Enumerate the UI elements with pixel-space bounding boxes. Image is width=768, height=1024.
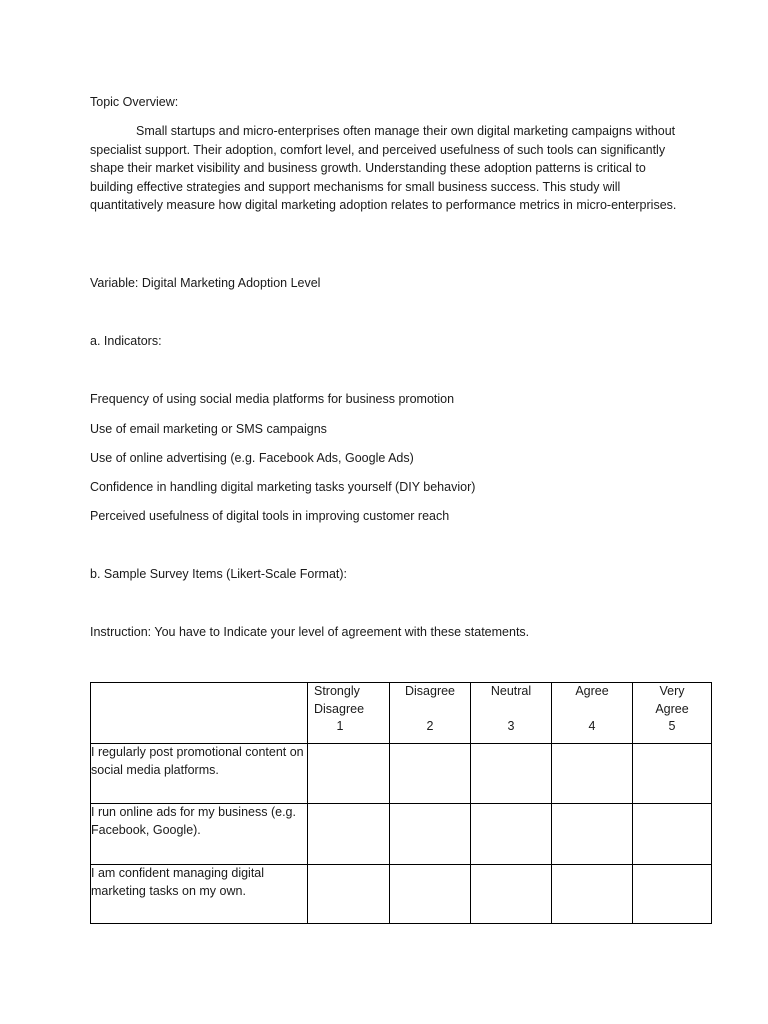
table-row: [91, 865, 712, 924]
response-cell[interactable]: [471, 804, 552, 865]
response-cell[interactable]: [552, 804, 633, 865]
column-number: 2: [426, 719, 434, 733]
header-agree: [552, 683, 633, 744]
response-cell[interactable]: [308, 865, 390, 924]
table-row: [91, 804, 712, 865]
response-cell[interactable]: [633, 744, 712, 804]
topic-heading: Topic Overview:: [90, 95, 179, 109]
instruction-text: Instruction: You have to Indicate your level of agreement with these statements.: [90, 625, 530, 639]
header-blank-cell: [91, 683, 308, 744]
header-disagree: [390, 683, 471, 744]
variable-heading: Variable: Digital Marketing Adoption Level: [90, 276, 321, 290]
statement-cell: I regularly post promotional content on social media platforms.: [91, 744, 308, 804]
column-number: 1: [336, 719, 344, 733]
column-number: 5: [668, 719, 676, 733]
indicators-heading: a. Indicators:: [90, 334, 162, 348]
statement-cell: I run online ads for my business (e.g. Facebook, Google).: [91, 804, 308, 865]
response-cell[interactable]: [633, 865, 712, 924]
indicator-item: Perceived usefulness of digital tools in improving customer reach: [90, 509, 450, 523]
table-row: [91, 744, 712, 804]
response-cell[interactable]: [471, 744, 552, 804]
statement-cell: I am confident managing digital marketing tasks on my own.: [91, 865, 308, 924]
response-cell[interactable]: [390, 804, 471, 865]
column-label: Neutral: [490, 684, 532, 698]
response-cell[interactable]: [308, 744, 390, 804]
response-cell[interactable]: [552, 744, 633, 804]
column-label: Strongly Disagree: [314, 684, 365, 716]
response-cell[interactable]: [390, 744, 471, 804]
header-neutral: [471, 683, 552, 744]
column-label: Agree: [575, 684, 609, 698]
indicator-item: Use of online advertising (e.g. Facebook Ads, Google Ads): [90, 451, 414, 465]
response-cell[interactable]: [308, 804, 390, 865]
indicator-item: Use of email marketing or SMS campaigns: [90, 422, 327, 436]
response-cell[interactable]: [390, 865, 471, 924]
likert-table: [90, 682, 712, 924]
survey-heading: b. Sample Survey Items (Likert-Scale Format):: [90, 567, 348, 581]
response-cell[interactable]: [633, 804, 712, 865]
indicator-item: Frequency of using social media platforms for business promotion: [90, 392, 455, 406]
header-strongly-disagree: [308, 683, 390, 744]
topic-paragraph: Small startups and micro-enterprises often manage their own digital marketing campaigns without specialist support. Their adoption, comfort level, and perceived usefulness of such tools can significantly shape their market visibility and business growth. Understanding these adoption patterns is critical to building effective strategies and support mechanisms for small business success. This study will quantitatively measure how digital marketing adoption relates to performance metrics in micro-enterprises.: [90, 124, 677, 213]
indicator-item: Confidence in handling digital marketing tasks yourself (DIY behavior): [90, 480, 476, 494]
column-number: 3: [507, 719, 515, 733]
response-cell[interactable]: [471, 865, 552, 924]
column-number: 4: [588, 719, 596, 733]
table-header-row: [91, 683, 712, 744]
column-label: Disagree: [404, 684, 456, 698]
header-very-agree: [633, 683, 712, 744]
response-cell[interactable]: [552, 865, 633, 924]
column-label: Very Agree: [655, 684, 689, 716]
